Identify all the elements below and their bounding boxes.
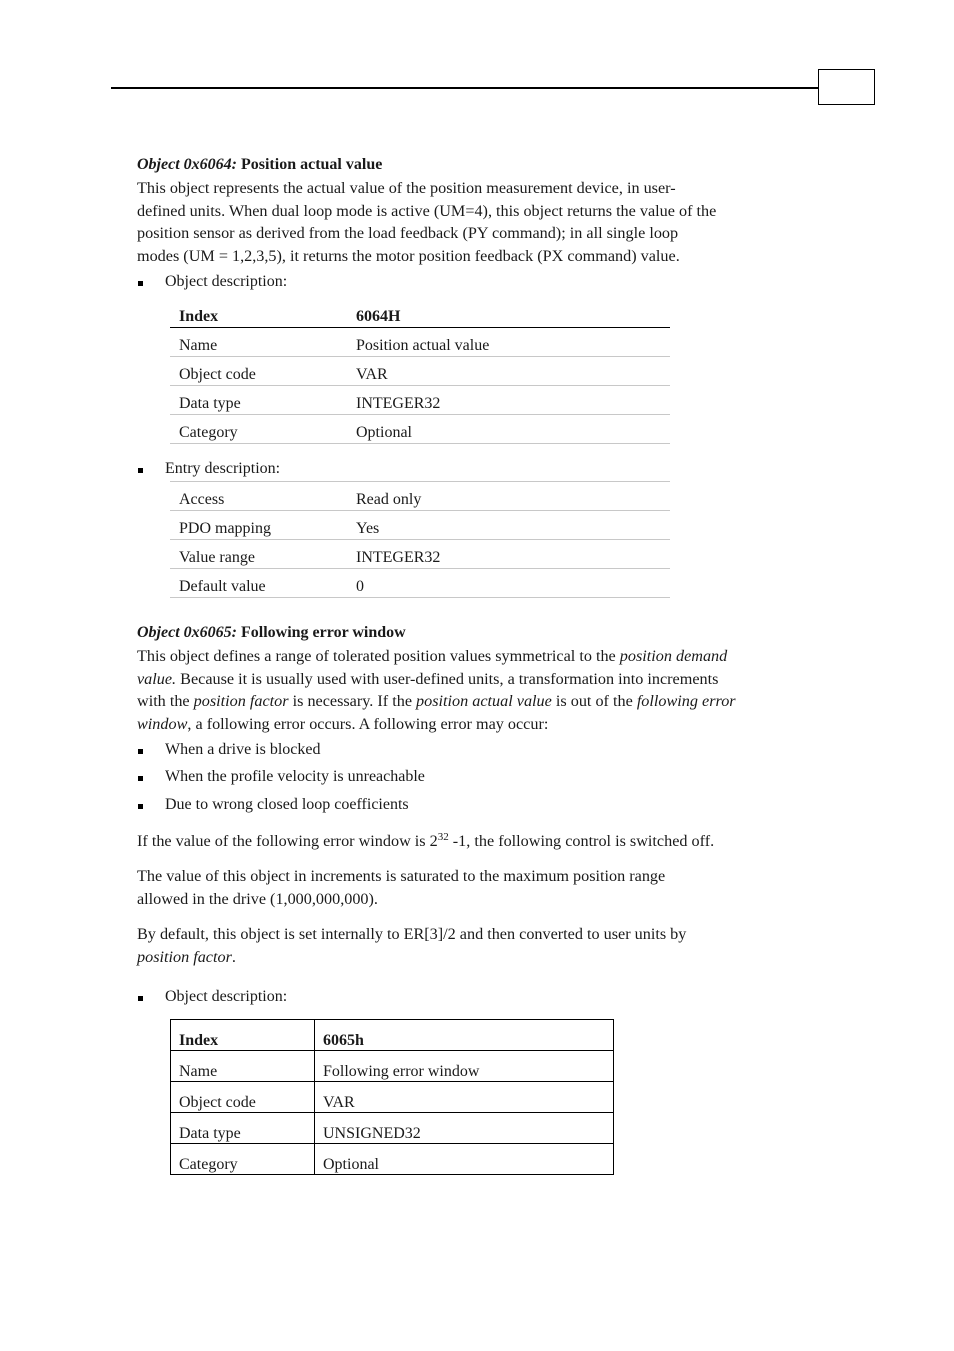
table-cell-value: 0 bbox=[347, 569, 670, 598]
object-title: Following error window bbox=[240, 624, 406, 641]
table-cell-key: Data type bbox=[171, 1113, 315, 1144]
paragraph-line: modes (UM = 1,2,3,5), it returns the motor position feedback (PX command) value. bbox=[137, 247, 680, 266]
table-row bbox=[171, 1082, 614, 1113]
text-run: with the bbox=[137, 692, 194, 711]
object-title: Position actual value bbox=[240, 156, 383, 173]
table-cell-key: Category bbox=[170, 415, 347, 444]
text-run: . bbox=[231, 947, 236, 966]
paragraph-6064 bbox=[137, 177, 827, 268]
header-rule bbox=[111, 87, 819, 89]
page-number-box bbox=[818, 69, 875, 105]
paragraph-line: The value of this object in increments is saturated to the maximum position range bbox=[137, 867, 666, 885]
table-row bbox=[171, 1113, 614, 1144]
bullet-marker bbox=[138, 996, 143, 1001]
paragraph-line bbox=[137, 668, 827, 691]
italic-term: position factor bbox=[137, 947, 232, 966]
paragraph-threshold bbox=[137, 830, 827, 853]
paragraph-line: position sensor as derived from the load feedback (PY command); in all single loop bbox=[137, 224, 679, 243]
table-cell-value: Following error window bbox=[315, 1051, 614, 1082]
table-cell-value: Read only bbox=[347, 482, 670, 511]
bullet-label: Object description: bbox=[165, 988, 288, 1005]
text-run: -1, the following control is switched off. bbox=[448, 832, 715, 850]
section-heading-6065 bbox=[137, 624, 406, 642]
bullet-marker bbox=[138, 804, 143, 809]
italic-term: position demand bbox=[619, 647, 728, 665]
paragraph-line bbox=[137, 690, 827, 713]
italic-term: window bbox=[137, 715, 188, 734]
table-cell-value: VAR bbox=[315, 1082, 614, 1113]
bullet-label: Object description: bbox=[165, 273, 288, 290]
table-cell-value: Yes bbox=[347, 511, 670, 540]
table-cell-value: UNSIGNED32 bbox=[315, 1113, 614, 1144]
bullet-marker bbox=[138, 749, 143, 754]
object-id: Object 0x6065: bbox=[137, 624, 237, 641]
paragraph-line: This object represents the actual value of the position measurement device, in user- bbox=[137, 179, 676, 197]
bullet-marker bbox=[138, 468, 143, 473]
paragraph-line bbox=[137, 946, 827, 969]
table-row bbox=[171, 1020, 614, 1051]
object-description-table-6064 bbox=[170, 299, 670, 444]
table-cell-key: Category bbox=[171, 1144, 315, 1175]
table-row bbox=[170, 415, 670, 444]
entry-description-table-6064 bbox=[170, 482, 670, 598]
text-run: is necessary. If the bbox=[288, 692, 417, 711]
table-row bbox=[170, 357, 670, 386]
table-cell-key: Object code bbox=[170, 357, 347, 386]
table-cell-key: PDO mapping bbox=[170, 511, 347, 540]
bullet-marker bbox=[138, 281, 143, 286]
table-cell-value: INTEGER32 bbox=[347, 386, 670, 415]
table-cell-key: Value range bbox=[170, 540, 347, 569]
table-cell-key: Index bbox=[170, 299, 347, 328]
paragraph-line: allowed in the drive (1,000,000,000). bbox=[137, 889, 378, 908]
italic-term: value. bbox=[137, 669, 177, 688]
table-row bbox=[170, 482, 670, 511]
text-run: This object defines a range of tolerated position values symmetrical to the bbox=[137, 647, 620, 665]
table-row bbox=[170, 386, 670, 415]
text-run: If the value of the following error window is 2 bbox=[137, 832, 438, 850]
paragraph-line: By default, this object is set internally to ER[3]/2 and then converted to user units by bbox=[137, 925, 687, 943]
table-cell-key: Access bbox=[170, 482, 347, 511]
italic-term: position factor bbox=[193, 692, 289, 711]
table-cell-value: Position actual value bbox=[347, 328, 670, 357]
paragraph-line: defined units. When dual loop mode is active (UM=4), this object returns the value of the bbox=[137, 201, 717, 220]
superscript: 32 bbox=[437, 831, 449, 843]
table-row bbox=[170, 569, 670, 598]
bullet-text: When the profile velocity is unreachable bbox=[165, 768, 425, 785]
table-row bbox=[170, 299, 670, 328]
table-cell-value: VAR bbox=[347, 357, 670, 386]
bullet-text: When a drive is blocked bbox=[165, 741, 321, 758]
bullet-text: Due to wrong closed loop coefficients bbox=[165, 796, 409, 813]
italic-term: following error bbox=[636, 692, 736, 711]
paragraph-6065 bbox=[137, 645, 827, 736]
table-row bbox=[170, 511, 670, 540]
paragraph-default bbox=[137, 923, 827, 968]
table-row bbox=[171, 1051, 614, 1082]
paragraph-line bbox=[137, 645, 827, 668]
table-cell-value: 6065h bbox=[315, 1020, 614, 1051]
table-row bbox=[170, 328, 670, 357]
paragraph-line bbox=[137, 713, 827, 736]
table-cell-key: Name bbox=[171, 1051, 315, 1082]
paragraph-saturation bbox=[137, 865, 827, 910]
section-heading-6064 bbox=[137, 156, 382, 174]
table-row bbox=[171, 1144, 614, 1175]
table-cell-value: INTEGER32 bbox=[347, 540, 670, 569]
bullet-label: Entry description: bbox=[165, 460, 281, 477]
table-cell-key: Default value bbox=[170, 569, 347, 598]
text-run: is out of the bbox=[551, 692, 637, 711]
table-cell-key: Data type bbox=[170, 386, 347, 415]
object-id: Object 0x6064: bbox=[137, 156, 237, 173]
table-cell-value: Optional bbox=[315, 1144, 614, 1175]
italic-term: position actual value bbox=[416, 692, 552, 711]
table-cell-key: Name bbox=[170, 328, 347, 357]
object-description-table-6065 bbox=[170, 1019, 614, 1175]
text-run: , a following error occurs. A following error may occur: bbox=[187, 715, 549, 734]
table-cell-value: Optional bbox=[347, 415, 670, 444]
text-run: Because it is usually used with user-defined units, a transformation into increments bbox=[176, 669, 719, 688]
bullet-marker bbox=[138, 776, 143, 781]
table-row bbox=[170, 540, 670, 569]
table-cell-key: Object code bbox=[171, 1082, 315, 1113]
table-cell-key: Index bbox=[171, 1020, 315, 1051]
table-cell-value: 6064H bbox=[347, 299, 670, 328]
